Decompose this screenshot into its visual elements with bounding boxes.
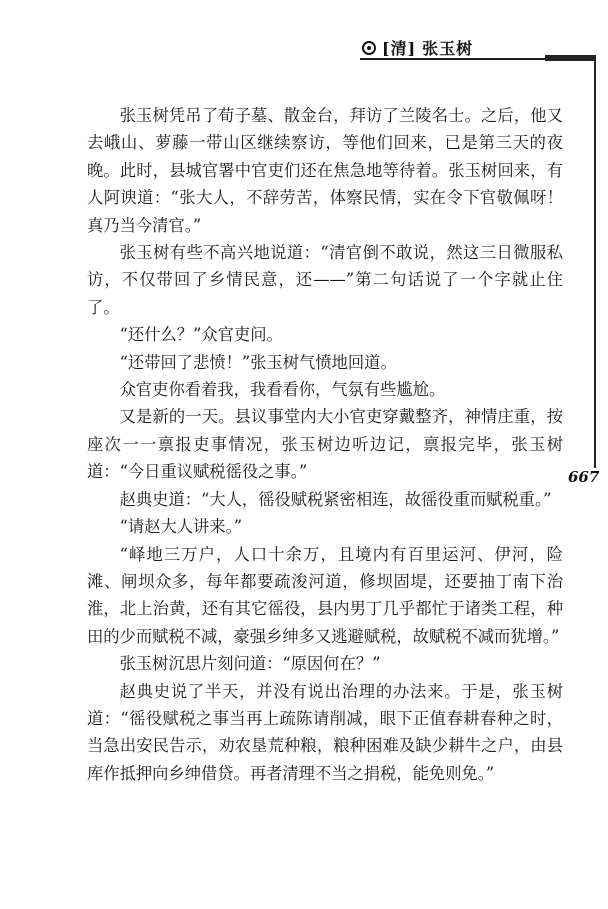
header-author: 张玉树 <box>422 39 474 58</box>
paragraph: “还带回了悲愤！”张玉树气愤地回道。 <box>119 352 397 372</box>
circle-bullet-icon <box>362 41 376 55</box>
paragraph: 张玉树凭吊了荀子墓、散金台，拜访了兰陵名士。之后，他又去峨山、萝藤一带山区继续察访，等他们回来，已是第三天的夜晚。此时，县城官署中官吏们还在焦急地等待着。张玉树回来，有人阿谀道：“张大人，不辞劳苦，体察民情，实在令下官敬佩呀！真乃当今清官。” <box>87 106 563 235</box>
paragraph: 张玉树有些不高兴地说道：“清官倒不敢说，然这三日微服私访，不仅带回了乡情民意，还——”第二句话说了一个字就止住了。 <box>87 243 563 317</box>
paragraph: 张玉树沉思片刻问道：“原因何在？” <box>119 654 381 674</box>
paragraph: “峄地三万户，人口十余万，且境内有百里运河、伊河，险滩、闸坝众多，每年都要疏浚河道，修坝固堤，还要抽丁南下治淮，北上治黄，还有其它徭役，县内男丁几乎都忙于诸类工程，种田的少而赋税不减，豪强乡绅多又逃避赋税，故赋税不减而犹增。” <box>87 544 563 646</box>
page-number: 667 <box>568 468 600 486</box>
body-text <box>87 102 563 787</box>
header-rule-accent <box>545 55 596 61</box>
paragraph: 又是新的一天。县议事堂内大小官吏穿戴整齐，神情庄重，按座次一一禀报吏事情况，张玉树边听边记，禀报完毕，张玉树道：“今日重议赋税徭役之事。” <box>87 407 563 482</box>
paragraph: 赵典史说了半天，并没有说出治理的办法来。于是，张玉树道：“徭役赋税之事当再上疏陈请削减，眼下正值春耕春种之时，当急出安民告示，劝农垦荒种粮，粮种困难及缺少耕牛之户，由县库作抵押向乡绅借贷。再者清理不当之捐税，能免则免。” <box>87 681 563 783</box>
paragraph: 众官吏你看着我，我看看你，气氛有些尴尬。 <box>119 380 446 400</box>
paragraph: “还什么？”众官吏问。 <box>119 325 283 345</box>
paragraph: “请赵大人讲来。” <box>119 517 243 537</box>
margin-rule <box>594 58 596 468</box>
running-header <box>362 36 473 59</box>
paragraph: 赵典史道：“大人，徭役赋税紧密相连，故徭役重而赋税重。” <box>119 489 552 509</box>
header-dynasty: [清] <box>382 39 417 58</box>
